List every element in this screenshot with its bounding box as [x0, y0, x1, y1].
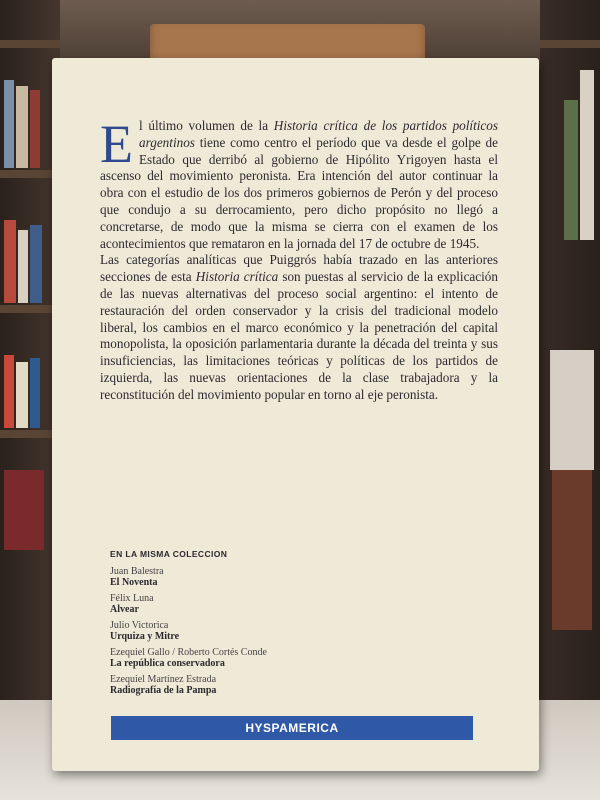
series-author: Ezequiel Gallo / Roberto Cortés Conde: [110, 647, 267, 658]
book-spine: [30, 358, 40, 428]
book-spine: [580, 70, 594, 240]
book-cover-photo: [550, 350, 594, 470]
book-spine: [4, 80, 14, 168]
series-author: Félix Luna: [110, 593, 154, 604]
book-spine: [16, 362, 28, 428]
book-spine: [30, 90, 40, 168]
series-heading: EN LA MISMA COLECCION: [110, 549, 228, 559]
series-title: La república conservadora: [110, 658, 225, 669]
book-spine: [4, 355, 14, 428]
series-title: Urquiza y Mitre: [110, 631, 180, 642]
series-author: Ezequiel Martínez Estrada: [110, 674, 217, 685]
blurb-segment-italic: Historia crítica: [195, 269, 279, 285]
blurb-segment: tiene como centro el período que va desde el golpe de Estado que derribó al gobierno de Hipólito Yrigoyen hasta el ascenso del movimiento peronista. Era intención del autor continuar la obra con el estudio de los dos primeros gobiernos de Perón y del proceso que condujo a su derrocamiento, pero dicho propósito no llegó a concretarse, de modo que la misma se cierra con el examen de los acontecimientos que remataron en la jornada del 17 de octubre de 1945.: [100, 134, 498, 251]
publisher-bar: [111, 716, 473, 740]
series-item: [110, 620, 267, 642]
publisher-name: HYSPAMERICA: [245, 721, 339, 735]
blurb-segment: son puestas al servicio de la explicación de las nuevas alternativas del proceso social argentino: el intento de restauración del orden conservador y la crisis del tradicional modelo liberal, los cambios en el marco económico y la penetración del capital monopolista, la oposición parlamentaria durante la década del treinta y sus insuficiencias, las limitaciones teóricas y políticas de los partidos de izquierda, las nuevas orientaciones de la clase trabajadora y la reconstitución del movimiento popular en torno al eje peronista.: [100, 269, 498, 402]
series-list: [110, 566, 267, 701]
book-spine: [564, 100, 578, 240]
book-spine: [18, 230, 28, 303]
blurb-paragraph: [100, 114, 498, 252]
book-spine: [552, 470, 592, 630]
book-spine: [4, 220, 16, 303]
blurb-segment: l último volumen de la: [139, 118, 274, 133]
blurb-segment-italic: Historia crítica de los partidos políticos argentinos: [139, 118, 498, 150]
series-author: Julio Victorica: [110, 620, 169, 631]
book-spine: [4, 470, 44, 550]
series-item: [110, 674, 267, 696]
book-back-cover: [52, 58, 539, 771]
blurb-paragraph: [100, 252, 498, 403]
series-title: El Noventa: [110, 577, 158, 588]
series-item: [110, 566, 267, 588]
series-title: Alvear: [110, 604, 139, 615]
series-title: Radiografía de la Pampa: [110, 685, 217, 696]
series-author: Juan Balestra: [110, 566, 164, 577]
drop-cap: E: [100, 114, 133, 174]
blurb-text: [100, 114, 498, 404]
series-item: [110, 593, 267, 615]
book-spine: [30, 225, 42, 303]
book-spine: [16, 86, 28, 168]
blurb-segment: Las categorías analíticas que Puiggrós había trazado en las anteriores secciones de esta: [100, 252, 498, 285]
series-item: [110, 647, 267, 669]
